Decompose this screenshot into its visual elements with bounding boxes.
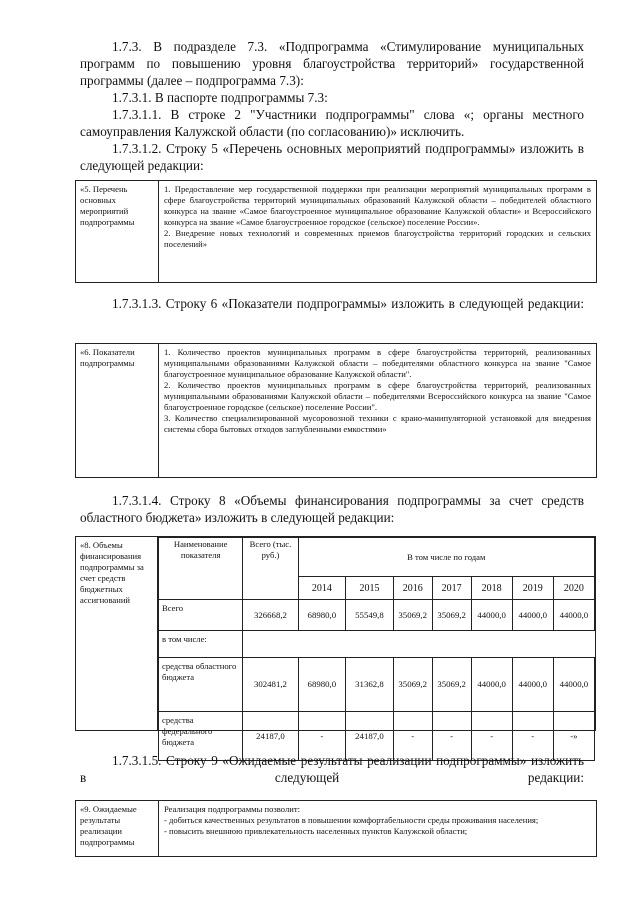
row-9-label: «9. Ожидаемые результаты реализации подпрограммы bbox=[76, 801, 159, 856]
passport-row-6-table bbox=[75, 343, 597, 478]
year-header: 2019 bbox=[512, 577, 553, 600]
paragraph-1-7-3: 1.7.3. В подразделе 7.3. «Подпрограмма «Стимулирование муниципальных программ по повышению уровня благоустройства территорий» государственной программы (далее – подпрограмма 7.3): bbox=[80, 39, 584, 88]
row-total: 326668,2 bbox=[243, 600, 298, 631]
cell-value: 55549,8 bbox=[346, 600, 394, 631]
cell-value: 44000,0 bbox=[553, 600, 594, 631]
paragraph-1-7-3-1-5: 1.7.3.1.5. Строку 9 «Ожидаемые результаты реализации подпрограммы» изложить в следующей редакции: bbox=[80, 753, 584, 785]
year-header: 2016 bbox=[393, 577, 432, 600]
row-total: 302481,2 bbox=[243, 658, 298, 712]
year-header: 2018 bbox=[471, 577, 512, 600]
paragraph-1-7-3-1: 1.7.3.1. В паспорте подпрограммы 7.3: bbox=[112, 90, 328, 105]
row-5-label: «5. Перечень основных мероприятий подпрограммы bbox=[76, 181, 159, 282]
row-9-item: - добиться качественных результатов в повышении комфортабельности среды проживания населения; bbox=[164, 815, 539, 825]
row-6-item: 1. Количество проектов муниципальных программ в сфере благоустройства территорий, реализованных муниципальными образованиями Калужской области – победителями областного конкурса на звание "Самое благоустроенное муниципальное образование Калужской области". bbox=[164, 347, 591, 379]
col-header-total: Всего (тыс. руб.) bbox=[243, 538, 298, 600]
row-5-item: 2. Внедрение новых технологий и современных приемов благоустройства территорий городских и сельских поселений» bbox=[164, 228, 591, 249]
row-name: в том числе: bbox=[159, 631, 243, 658]
table-row bbox=[159, 658, 595, 712]
cell-value: 68980,0 bbox=[298, 600, 346, 631]
cell-value: 44000,0 bbox=[471, 600, 512, 631]
cell-value: - bbox=[471, 712, 512, 761]
cell-value: - bbox=[298, 712, 346, 761]
passport-row-5-table bbox=[75, 180, 597, 283]
row-name: средства областного бюджета bbox=[159, 658, 243, 712]
row-6-item: 2. Количество проектов муниципальных программ в сфере благоустройства территорий, реализованных муниципальными образованиями Калужской области – победителями Всероссийского конкурса на звание "Самое благоустроенное городское (сельское) поселение России". bbox=[164, 380, 591, 412]
paragraph-1-7-3-1-4: 1.7.3.1.4. Строку 8 «Объемы финансирования подпрограммы за счет средств областного бюджета» изложить в следующей редакции: bbox=[80, 493, 584, 525]
year-header: 2015 bbox=[346, 577, 394, 600]
year-header: 2020 bbox=[553, 577, 594, 600]
cell-value: 35069,2 bbox=[393, 658, 432, 712]
cell-value: 35069,2 bbox=[432, 600, 471, 631]
financing-table bbox=[158, 537, 595, 761]
cell-value: 24187,0 bbox=[346, 712, 394, 761]
passport-row-9-table bbox=[75, 800, 597, 857]
cell-value: 44000,0 bbox=[512, 658, 553, 712]
row-6-label: «6. Показатели подпрограммы bbox=[76, 344, 159, 477]
empty-cell bbox=[243, 631, 595, 658]
table-row bbox=[159, 631, 595, 658]
row-5-content bbox=[159, 181, 596, 282]
cell-value: 44000,0 bbox=[512, 600, 553, 631]
row-6-content bbox=[159, 344, 596, 477]
row-9-item: Реализация подпрограммы позволит: bbox=[164, 804, 301, 814]
cell-value: - bbox=[432, 712, 471, 761]
paragraph-1-7-3-1-2: 1.7.3.1.2. Строку 5 «Перечень основных мероприятий подпрограммы» изложить в следующей редакции: bbox=[80, 141, 584, 173]
row-name: Всего bbox=[159, 600, 243, 631]
cell-value: 35069,2 bbox=[393, 600, 432, 631]
cell-value: 68980,0 bbox=[298, 658, 346, 712]
cell-value: - bbox=[393, 712, 432, 761]
row-9-content bbox=[159, 801, 596, 856]
cell-value: 35069,2 bbox=[432, 658, 471, 712]
row-5-item: 1. Предоставление мер государственной поддержки при реализации мероприятий муниципальных программ в сфере благоустройства территорий муниципальных образований Калужской области – победителей областного конкурса на звание «Самое благоустроенное муниципальное образование Калужской области» и Всероссийского конкурса на звание «Самое благоустроенное городское (сельское) поселение России». bbox=[164, 184, 591, 227]
paragraph-1-7-3-1-3: 1.7.3.1.3. Строку 6 «Показатели подпрограммы» изложить в следующей редакции: bbox=[112, 296, 584, 311]
col-header-years: В том числе по годам bbox=[298, 538, 594, 577]
passport-row-8-table bbox=[75, 536, 596, 747]
year-header: 2017 bbox=[432, 577, 471, 600]
year-header: 2014 bbox=[298, 577, 346, 600]
cell-value: 44000,0 bbox=[471, 658, 512, 712]
col-header-name: Наименование показателя bbox=[159, 538, 243, 600]
cell-value: - bbox=[512, 712, 553, 761]
row-total: 24187,0 bbox=[243, 712, 298, 761]
cell-value: -» bbox=[553, 712, 594, 761]
row-6-item: 3. Количество специализированной мусоровозной техники с крано-манипуляторной установкой для внедрения системы сбора бытовых отходов заглубленными емкостями» bbox=[164, 413, 591, 434]
cell-value: 44000,0 bbox=[553, 658, 594, 712]
cell-value: 31362,8 bbox=[346, 658, 394, 712]
row-9-item: - повысить внешнюю привлекательность населенных пунктов Калужской области; bbox=[164, 826, 468, 836]
row-name: средства федерального бюджета bbox=[159, 712, 243, 761]
paragraph-1-7-3-1-1: 1.7.3.1.1. В строке 2 "Участники подпрограммы" слова «; органы местного самоуправления Калужской области (по согласованию)» исключить. bbox=[80, 107, 584, 139]
row-8-label: «8. Объемы финансирования подпрограммы за счет средств бюджетных ассигнований bbox=[76, 537, 158, 730]
table-row bbox=[159, 600, 595, 631]
